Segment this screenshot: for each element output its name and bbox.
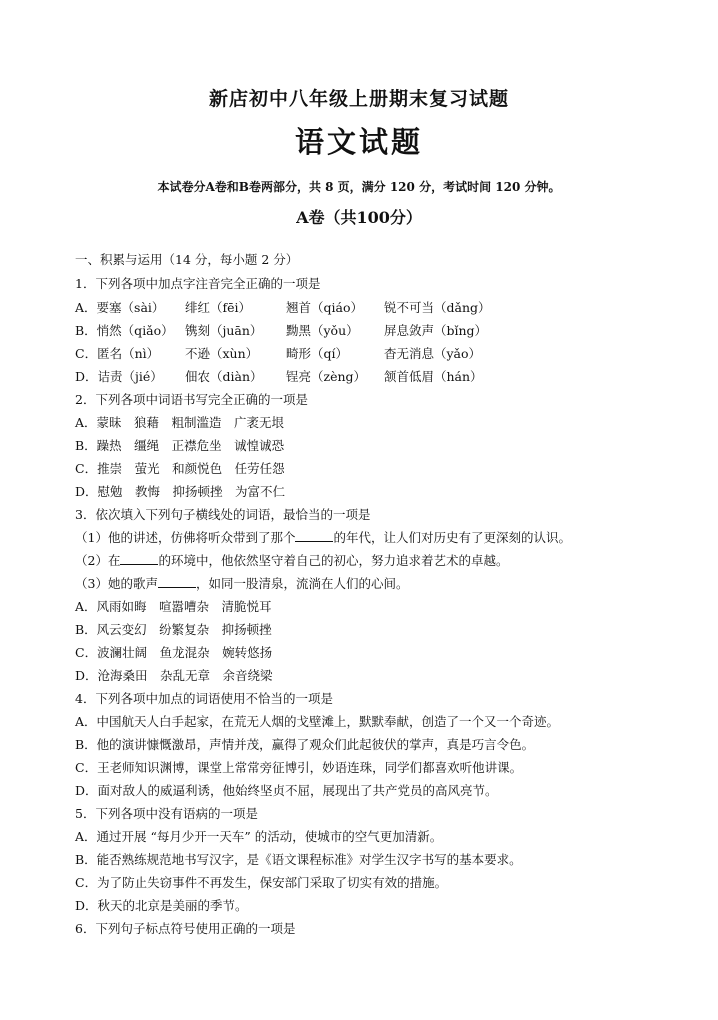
part1-heading: 一、积累与运用（14 分，每小题 2 分） bbox=[75, 252, 299, 267]
q3-s2-before: （2）在 bbox=[75, 553, 121, 568]
q1-option-b-1: B．悄然（qiǎo） bbox=[75, 323, 174, 338]
q1-option-d bbox=[75, 369, 483, 385]
q1-option-a-3: 翘首（qiáo） bbox=[286, 300, 363, 315]
q5-option-b: B．能否熟练规范地书写汉字，是《语文课程标准》对学生汉字书写的基本要求。 bbox=[75, 852, 522, 867]
q1-stem: 1．下列各项中加点字注音完全正确的一项是 bbox=[75, 276, 321, 291]
q2-stem: 2．下列各项中词语书写完全正确的一项是 bbox=[75, 392, 308, 407]
q2-option-a: A．蒙昧 狼藉 粗制滥造 广袤无垠 bbox=[75, 415, 285, 430]
exam-note: 本试卷分A卷和B卷两部分，共 8 页，满分 120 分，考试时间 120 分钟。 bbox=[157, 180, 561, 194]
q3-sentence-3 bbox=[75, 576, 408, 592]
q1-option-d-4: 颔首低眉（hán） bbox=[384, 369, 483, 384]
q3-s2-blank bbox=[120, 553, 158, 565]
q1-option-c-4: 杳无消息（yǎo） bbox=[384, 346, 482, 361]
q1-option-d-1: D．诘责（jié） bbox=[75, 369, 163, 384]
q5-option-c: C．为了防止失窃事件不再发生，保安部门采取了切实有效的措施。 bbox=[75, 875, 448, 890]
q3-s1-after: 的年代，让人们对历史有了更深刻的认识。 bbox=[333, 530, 571, 545]
q3-sentence-1 bbox=[75, 530, 571, 546]
q6-stem: 6．下列句子标点符号使用正确的一项是 bbox=[75, 921, 296, 936]
q3-option-d: D．沧海桑田 杂乱无章 余音绕梁 bbox=[75, 668, 273, 683]
q1-option-c bbox=[75, 346, 481, 362]
q1-option-a-4: 锐不可当（dǎng） bbox=[384, 300, 491, 315]
q4-option-b: B．他的演讲慷慨激昂，声情并茂，赢得了观众们此起彼伏的掌声，真是巧言令色。 bbox=[75, 737, 535, 752]
q1-option-b-4: 屏息敛声（bǐng） bbox=[384, 323, 488, 338]
q3-stem: 3．依次填入下列句子横线处的词语，最恰当的一项是 bbox=[75, 507, 371, 522]
q1-option-a-1: A．要塞（sài） bbox=[75, 300, 165, 315]
q4-option-c: C．王老师知识渊博，课堂上常常旁征博引，妙语连珠，同学们都喜欢听他讲课。 bbox=[75, 760, 523, 775]
q3-s3-after: ，如同一股清泉，流淌在人们的心间。 bbox=[195, 576, 409, 591]
q2-option-c: C．推崇 萤光 和颜悦色 任劳任怨 bbox=[75, 461, 285, 476]
q5-stem: 5．下列各项中没有语病的一项是 bbox=[75, 806, 258, 821]
q1-option-c-1: C．匿名（nì） bbox=[75, 346, 160, 361]
q4-option-a: A．中国航天人白手起家，在荒无人烟的戈壁滩上，默默奉献，创造了一个又一个奇迹。 bbox=[75, 714, 560, 729]
q4-option-d: D．面对敌人的威逼利诱，他始终坚贞不屈，展现出了共产党员的高风亮节。 bbox=[75, 783, 498, 798]
q3-option-a: A．风雨如晦 喧嚣嘈杂 清脆悦耳 bbox=[75, 599, 272, 614]
q1-option-a bbox=[75, 300, 491, 316]
q3-option-c: C．波澜壮阔 鱼龙混杂 婉转悠扬 bbox=[75, 645, 273, 660]
q1-option-b-2: 镌刻（juān） bbox=[185, 323, 263, 338]
q3-s1-blank bbox=[295, 530, 333, 542]
q1-option-b-3: 黝黑（yǒu） bbox=[286, 323, 359, 338]
q3-option-b: B．风云变幻 纷繁复杂 抑扬顿挫 bbox=[75, 622, 272, 637]
q5-option-a: A．通过开展 “每月少开一天车” 的活动，使城市的空气更加清新。 bbox=[75, 829, 443, 844]
q3-s3-blank bbox=[158, 576, 196, 588]
q1-option-d-2: 佃农（diàn） bbox=[185, 369, 263, 384]
q3-sentence-2 bbox=[75, 553, 508, 569]
q1-option-c-2: 不逊（xùn） bbox=[185, 346, 259, 361]
q3-s3-before: （3）她的歌声 bbox=[75, 576, 158, 591]
section-a-heading: A卷（共100分） bbox=[296, 208, 422, 227]
q2-option-b: B．躁热 缰绳 正襟危坐 诚惶诚恐 bbox=[75, 438, 285, 453]
subject-title: 语文试题 bbox=[294, 125, 423, 159]
q2-option-d: D．慰勉 教悔 抑扬顿挫 为富不仁 bbox=[75, 484, 286, 499]
q1-option-a-2: 绯红（fēi） bbox=[185, 300, 252, 315]
q3-s2-after: 的环境中，他依然坚守着自己的初心，努力追求着艺术的卓越。 bbox=[158, 553, 509, 568]
school-title: 新店初中八年级上册期末复习试题 bbox=[208, 88, 509, 110]
q1-option-d-3: 锃亮（zèng） bbox=[286, 369, 367, 384]
q1-option-c-3: 畸形（qí） bbox=[286, 346, 348, 361]
q1-option-b bbox=[75, 323, 487, 339]
q3-s1-before: （1）他的讲述，仿佛将听众带到了那个 bbox=[75, 530, 296, 545]
q5-option-d: D．秋天的北京是美丽的季节。 bbox=[75, 898, 248, 913]
q4-stem: 4．下列各项中加点的词语使用不恰当的一项是 bbox=[75, 691, 333, 706]
